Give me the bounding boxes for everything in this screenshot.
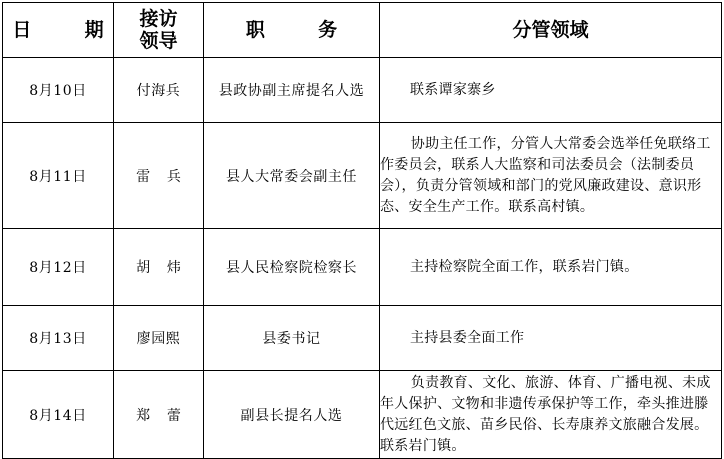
row-leader: 廖园熙 bbox=[114, 306, 204, 371]
header-duty: 职 务 bbox=[204, 3, 380, 58]
row-leader: 雷兵 bbox=[114, 123, 204, 229]
row-leader: 胡炜 bbox=[114, 229, 204, 306]
row-duty: 副县长提名人选 bbox=[204, 371, 380, 459]
header-leader-line1: 接访 bbox=[139, 8, 178, 30]
table-row bbox=[3, 306, 722, 371]
row-date: 8月10日 bbox=[3, 58, 114, 123]
row-domain: 负责教育、文化、旅游、体育、广播电视、未成年人保护、文物和非遗传承保护等工作，牵头推进滕代远红色文旅、苗乡民俗、长寿康养文旅融合发展。联系岩门镇。 bbox=[380, 371, 722, 459]
row-duty: 县政协副主席提名人选 bbox=[204, 58, 380, 123]
row-domain: 协助主任工作，分管人大常委会选举任免联络工作委员会，联系人大监察和司法委员会（法制委员会），负责分管领域和部门的党风廉政建设、意识形态、安全生产工作。联系高村镇。 bbox=[380, 123, 722, 229]
header-domain: 分管领域 bbox=[380, 3, 722, 58]
row-duty: 县人大常委会副主任 bbox=[204, 123, 380, 229]
header-leader bbox=[114, 3, 204, 58]
row-date: 8月14日 bbox=[3, 371, 114, 459]
header-row bbox=[3, 3, 722, 58]
row-date: 8月11日 bbox=[3, 123, 114, 229]
row-date: 8月12日 bbox=[3, 229, 114, 306]
row-duty: 县人民检察院检察长 bbox=[204, 229, 380, 306]
table-row bbox=[3, 371, 722, 459]
table-row bbox=[3, 229, 722, 306]
table-row bbox=[3, 58, 722, 123]
row-leader: 郑蕾 bbox=[114, 371, 204, 459]
row-date: 8月13日 bbox=[3, 306, 114, 371]
row-domain: 主持县委全面工作 bbox=[380, 306, 722, 371]
row-leader: 付海兵 bbox=[114, 58, 204, 123]
table-row bbox=[3, 123, 722, 229]
row-duty: 县委书记 bbox=[204, 306, 380, 371]
row-domain: 联系谭家寨乡 bbox=[380, 58, 722, 123]
row-domain: 主持检察院全面工作，联系岩门镇。 bbox=[380, 229, 722, 306]
reception-schedule-table bbox=[2, 2, 722, 459]
header-leader-line2: 领导 bbox=[139, 30, 178, 52]
header-date: 日 期 bbox=[3, 3, 114, 58]
